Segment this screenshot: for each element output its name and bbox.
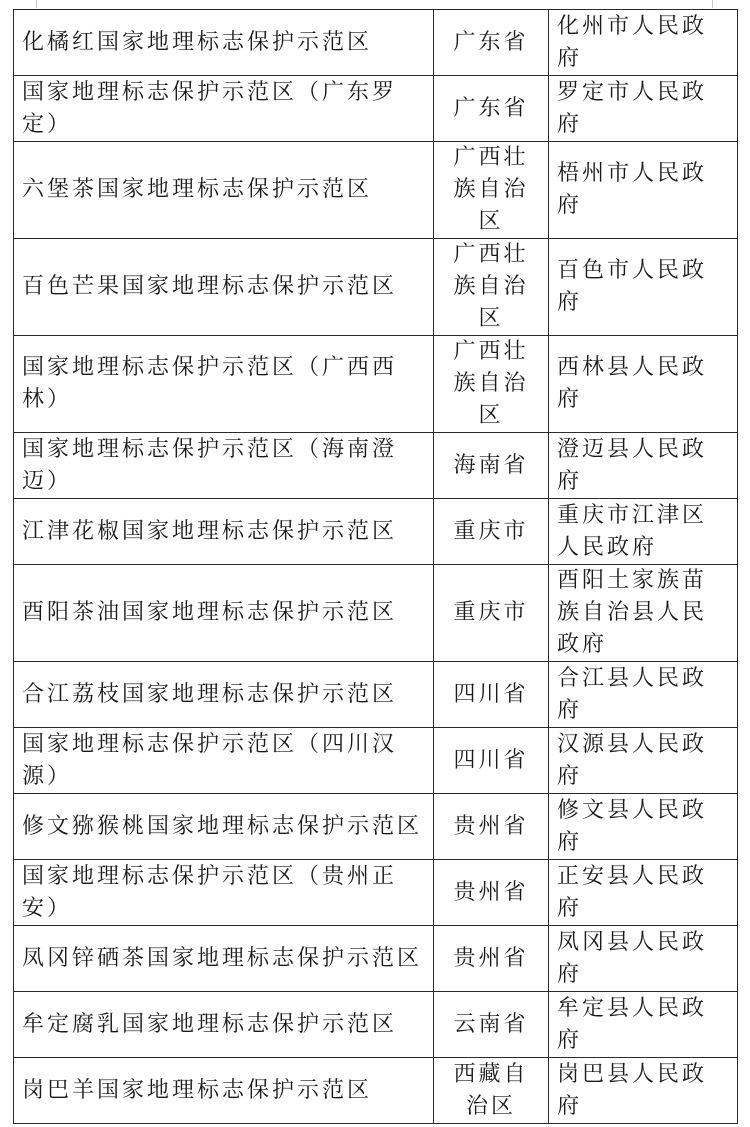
government-cell: 凤冈县人民政府 [549, 926, 738, 992]
table-row [14, 142, 738, 239]
zone-name-cell: 岗巴羊国家地理标志保护示范区 [14, 1058, 434, 1124]
government-cell: 重庆市江津区人民政府 [549, 499, 738, 565]
corner-mark-right [712, 0, 713, 8]
zone-name-cell: 国家地理标志保护示范区（海南澄迈） [14, 433, 434, 499]
government-cell: 梧州市人民政府 [549, 142, 738, 239]
zone-name-cell: 江津花椒国家地理标志保护示范区 [14, 499, 434, 565]
zone-name-cell: 国家地理标志保护示范区（广西西林） [14, 336, 434, 433]
zone-name-cell: 国家地理标志保护示范区（四川汉源） [14, 728, 434, 794]
government-cell: 罗定市人民政府 [549, 76, 738, 142]
table-row [14, 10, 738, 76]
province-cell: 广东省 [434, 76, 549, 142]
province-cell: 贵州省 [434, 926, 549, 992]
province-cell: 贵州省 [434, 860, 549, 926]
province-cell: 广西壮族自治区 [434, 239, 549, 336]
table-row [14, 76, 738, 142]
government-cell: 正安县人民政府 [549, 860, 738, 926]
zone-name-cell: 国家地理标志保护示范区（贵州正安） [14, 860, 434, 926]
table-row [14, 662, 738, 728]
zone-name-cell: 修文猕猴桃国家地理标志保护示范区 [14, 794, 434, 860]
government-cell: 西林县人民政府 [549, 336, 738, 433]
province-cell: 贵州省 [434, 794, 549, 860]
zone-name-cell: 化橘红国家地理标志保护示范区 [14, 10, 434, 76]
table-row [14, 794, 738, 860]
province-cell: 海南省 [434, 433, 549, 499]
government-cell: 修文县人民政府 [549, 794, 738, 860]
table-row [14, 433, 738, 499]
table-row [14, 860, 738, 926]
table-row [14, 336, 738, 433]
province-cell: 四川省 [434, 662, 549, 728]
government-cell: 汉源县人民政府 [549, 728, 738, 794]
province-cell: 重庆市 [434, 565, 549, 662]
table-row [14, 239, 738, 336]
province-cell: 广西壮族自治区 [434, 336, 549, 433]
zone-name-cell: 国家地理标志保护示范区（广东罗定） [14, 76, 434, 142]
province-cell: 四川省 [434, 728, 549, 794]
government-cell: 牟定县人民政府 [549, 992, 738, 1058]
government-cell: 合江县人民政府 [549, 662, 738, 728]
government-cell: 澄迈县人民政府 [549, 433, 738, 499]
zone-name-cell: 酉阳茶油国家地理标志保护示范区 [14, 565, 434, 662]
province-cell: 广西壮族自治区 [434, 142, 549, 239]
zone-name-cell: 牟定腐乳国家地理标志保护示范区 [14, 992, 434, 1058]
zone-name-cell: 六堡茶国家地理标志保护示范区 [14, 142, 434, 239]
table-row [14, 728, 738, 794]
zone-name-cell: 合江荔枝国家地理标志保护示范区 [14, 662, 434, 728]
table-row [14, 1058, 738, 1124]
government-cell: 岗巴县人民政府 [549, 1058, 738, 1124]
province-cell: 广东省 [434, 10, 549, 76]
province-cell: 重庆市 [434, 499, 549, 565]
zone-name-cell: 百色芒果国家地理标志保护示范区 [14, 239, 434, 336]
demonstration-zone-table [13, 9, 738, 1124]
province-cell: 云南省 [434, 992, 549, 1058]
corner-mark-left [36, 0, 37, 8]
table-row [14, 499, 738, 565]
table-row [14, 926, 738, 992]
table-row [14, 992, 738, 1058]
government-cell: 酉阳土家族苗族自治县人民政府 [549, 565, 738, 662]
province-cell: 西藏自治区 [434, 1058, 549, 1124]
table-row [14, 565, 738, 662]
government-cell: 化州市人民政府 [549, 10, 738, 76]
government-cell: 百色市人民政府 [549, 239, 738, 336]
zone-name-cell: 凤冈锌硒茶国家地理标志保护示范区 [14, 926, 434, 992]
